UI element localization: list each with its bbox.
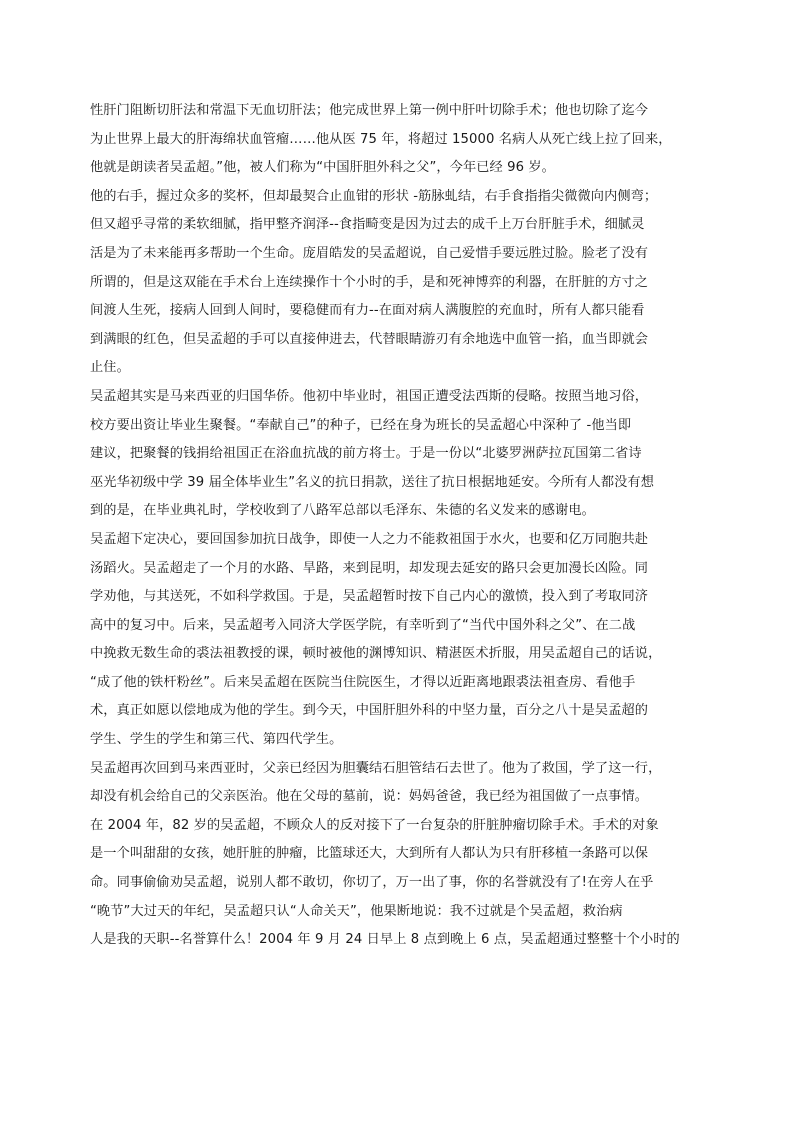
text-line: 性肝门阻断切肝法和常温下无血切肝法；他完成世界上第一例中肝叶切除手术；他也切除了迄今 [90,103,649,118]
text-line: 吴孟超再次回到马来西亚时，父亲已经因为胆囊结石胆管结石去世了。他为了救国，学了这一行， [90,760,662,776]
text-line: 是一个叫甜甜的女孩，她肝脏的肿瘤，比篮球还大，大到所有人都认为只有肝移植一条路可以保 [90,846,649,862]
text-line: 建议，把聚餐的钱捐给祖国正在浴血抗战的前方将士。于是一份以“北婆罗洲萨拉瓦国第二省诗 [90,446,642,462]
text-line: 高中的复习中。后来，吴孟超考入同济大学医学院，有幸听到了“当代中国外科之父”、在二战 [90,617,636,633]
text-line: 活是为了未来能再多帮助一个生命。庞眉皓发的吴孟超说，自己爱惜手要远胜过脸。脸老了没有 [90,245,649,261]
text-line: 术，真正如愿以偿地成为他的学生。到今天，中国肝胆外科的中坚力量，百分之八十是吴孟超的 [90,703,649,719]
text-line: “成了他的铁杆粉丝”。后来吴孟超在医院当住院医生，才得以近距离地跟裘法祖查房、看他手 [90,674,636,690]
text-line: 命。同事偷偷劝吴孟超，说别人都不敢切，你切了，万一出了事，你的名誉就没有了!在旁人在乎 [90,875,654,891]
text-line: 中挽救无数生命的裘法祖教授的课，顿时被他的渊博知识、精湛医术折服，用吴孟超自己的话说， [90,646,662,662]
text-line: 间渡人生死，接病人回到人间时，要稳健而有力--在面对病人满腹腔的充血时，所有人都只能看 [90,303,645,319]
text-line: 所谓的，但是这双能在手术台上连续操作十个小时的手，是和死神博弈的利器，在肝脏的方寸之 [90,274,649,290]
text-line: 止住。 [90,360,130,376]
text-line: 巫光华初级中学 39 届全体毕业生”名义的抗日捐款，送往了抗日根据地延安。今所有人都没有想 [90,474,654,490]
text-line: 吴孟超其实是马来西亚的归国华侨。他初中毕业时，祖国正遭受法西斯的侵略。按照当地习俗， [90,388,649,404]
text-line: 吴孟超下定决心，要回国参加抗日战争，即使一人之力不能救祖国于水火，也要和亿万同胞共赴 [90,531,649,547]
text-line: 在 2004 年，82 岁的吴孟超，不顾众人的反对接下了一台复杂的肝脏肿瘤切除手术。手术的对象 [90,817,659,833]
text-line: 校方要出资让毕业生聚餐。“奉献自己”的种子，已经在身为班长的吴孟超心中深种了 -他当即 [90,417,632,433]
text-line: 汤蹈火。吴孟超走了一个月的水路、旱路，来到昆明，却发现去延安的路只会更加漫长凶险。同 [90,560,649,576]
text-line: 到的是，在毕业典礼时，学校收到了八路军总部以毛泽东、朱德的名义发来的感谢电。 [90,503,595,519]
document-body [90,97,710,955]
text-line: “晚节”大过天的年纪，吴孟超只认“人命关天”，他果断地说：我不过就是个吴孟超，救治病 [90,903,623,919]
text-line: 学劝他，与其送死，不如科学救国。于是，吴孟超暂时按下自己内心的激愤，投入到了考取同济 [90,589,649,605]
text-line: 但又超乎寻常的柔软细腻，指甲整齐润泽--食指畸变是因为过去的成千上万台肝脏手术，细腻灵 [90,217,645,233]
text-line: 学生、学生的学生和第三代、第四代学生。 [90,732,343,748]
text-line: 为止世界上最大的肝海绵状血管瘤……他从医 75 年，将超过 15000 名病人从死亡线上拉了回来， [90,131,672,147]
text-line: 到满眼的红色，但吴孟超的手可以直接伸进去，代替眼睛游刃有余地选中血管一掐，血当即就会 [90,331,649,347]
text-line: 人是我的天职--名誉算什么！2004 年 9 月 24 日早上 8 点到晚上 6 点，吴孟超通过整整十个小时的 [90,932,680,948]
text-line: 他的右手，握过众多的奖杯，但却最契合止血钳的形状 -筋脉虬结，右手食指指尖微微向内侧弯； [90,188,658,204]
text-line: 却没有机会给自己的父亲医治。他在父母的墓前，说：妈妈爸爸，我已经为祖国做了一点事情。 [90,789,649,805]
text-line: 他就是朗读者吴孟超。”他，被人们称为“中国肝胆外科之父”，今年已经 96 岁。 [90,160,555,176]
